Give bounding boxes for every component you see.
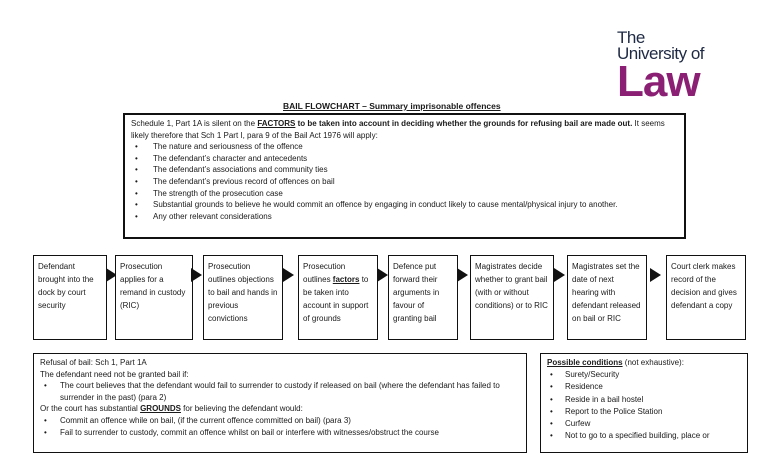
conditions-list bbox=[547, 369, 741, 442]
list-item: • Any other relevant considerations bbox=[153, 211, 678, 223]
list-item: • The strength of the prosecution case bbox=[153, 188, 678, 200]
logo-law-text: Law bbox=[617, 57, 700, 106]
list-item: • Not to go to a specified building, place or bbox=[565, 430, 741, 442]
refusal-line-2-pre: Or the court has substantial bbox=[40, 404, 141, 414]
flow-step-magistrates-decide: Magistrates decide whether to grant bail (with or without conditions) or to RIC bbox=[470, 255, 554, 340]
list-item: • The defendant’s associations and community ties bbox=[153, 164, 678, 176]
flow-step-prosecution-applies-ric: Prosecution applies for a remand in custody (RIC) bbox=[115, 255, 193, 340]
refusal-line-1: The defendant need not be granted bail if: bbox=[40, 369, 189, 379]
schedule-factors-emphasis: FACTORS bbox=[257, 119, 296, 128]
schedule-intro-pre: Schedule 1, Part 1A is silent on the bbox=[131, 119, 258, 128]
refusal-grounds-emphasis: GROUNDS bbox=[140, 404, 181, 414]
list-item: • Curfew bbox=[565, 418, 741, 430]
list-item: • Report to the Police Station bbox=[565, 406, 741, 418]
list-item: • Substantial grounds to believe he would commit an offence by engaging in conduct likely to cause mental/physical injury to another. bbox=[153, 199, 678, 211]
possible-conditions-box bbox=[540, 353, 748, 453]
refusal-list-1 bbox=[40, 380, 520, 403]
schedule-factors-box bbox=[123, 113, 686, 239]
list-item: • Residence bbox=[565, 381, 741, 393]
list-item: • Reside in a bail hostel bbox=[565, 394, 741, 406]
flow-step-defendant-in-dock: Defendant brought into the dock by court security bbox=[33, 255, 107, 340]
flow-step-court-clerk-record: Court clerk makes record of the decision and gives defendant a copy bbox=[666, 255, 746, 340]
schedule-factor-list bbox=[131, 141, 678, 222]
conditions-heading-row bbox=[547, 357, 741, 369]
conditions-heading-note: (not exhaustive): bbox=[622, 358, 684, 367]
flow-step-factors-emphasis: factors bbox=[332, 275, 360, 284]
refusal-line-2 bbox=[40, 403, 520, 415]
flow-arrow-icon bbox=[377, 268, 388, 282]
conditions-heading: Possible conditions bbox=[547, 358, 623, 367]
flow-step-factors-post: to be taken into account in support of grounds bbox=[303, 275, 369, 323]
flow-step-factors-pre: Prosecution outlines bbox=[303, 262, 346, 284]
logo-university-text: University of bbox=[617, 44, 705, 63]
flow-arrow-icon bbox=[554, 268, 565, 282]
flow-step-magistrates-set-date: Magistrates set the date of next hearing with defendant released on bail or RIC bbox=[567, 255, 647, 340]
flow-arrow-icon bbox=[650, 268, 661, 282]
flow-arrow-icon bbox=[283, 268, 294, 282]
logo-the-text: The bbox=[617, 28, 645, 47]
flow-step-prosecution-objections: Prosecution outlines objections to bail and hands in previous convictions bbox=[203, 255, 283, 340]
university-of-law-logo bbox=[617, 28, 727, 106]
schedule-intro-bold: to be taken into account in deciding whether the grounds for refusing bail are made out. bbox=[295, 119, 633, 128]
refusal-heading: Refusal of bail: Sch 1, Part 1A bbox=[40, 358, 147, 367]
list-item: • Commit an offence while on bail, (if the current offence committed on bail) (para 3) bbox=[60, 415, 520, 427]
flowchart-title: BAIL FLOWCHART – Summary imprisonable offences bbox=[283, 101, 501, 111]
list-item: • The court believes that the defendant would fail to surrender to custody if released on bail (where the defendant has failed to surrender in the past) (para 2) bbox=[60, 380, 520, 403]
flow-arrow-icon bbox=[457, 268, 468, 282]
flow-step-defence-arguments: Defence put forward their arguments in favour of granting bail bbox=[388, 255, 458, 340]
refusal-list-2 bbox=[40, 415, 520, 438]
list-item: • Fail to surrender to custody, commit an offence whilst on bail or interfere with witnesses/obstruct the course bbox=[60, 427, 520, 439]
flow-step-prosecution-factors bbox=[298, 255, 378, 340]
list-item: • The defendant’s character and antecedents bbox=[153, 153, 678, 165]
list-item: • The nature and seriousness of the offence bbox=[153, 141, 678, 153]
refusal-of-bail-box bbox=[33, 353, 527, 453]
schedule-intro-post: It seems likely therefore that Sch 1 Part I, para 9 of the Bail Act 1976 will apply: bbox=[131, 119, 665, 140]
list-item: • Surety/Security bbox=[565, 369, 741, 381]
refusal-line-2-post: for believing the defendant would: bbox=[180, 404, 303, 414]
schedule-intro bbox=[131, 118, 678, 141]
list-item: • The defendant’s previous record of offences on bail bbox=[153, 176, 678, 188]
flow-arrow-icon bbox=[191, 268, 202, 282]
